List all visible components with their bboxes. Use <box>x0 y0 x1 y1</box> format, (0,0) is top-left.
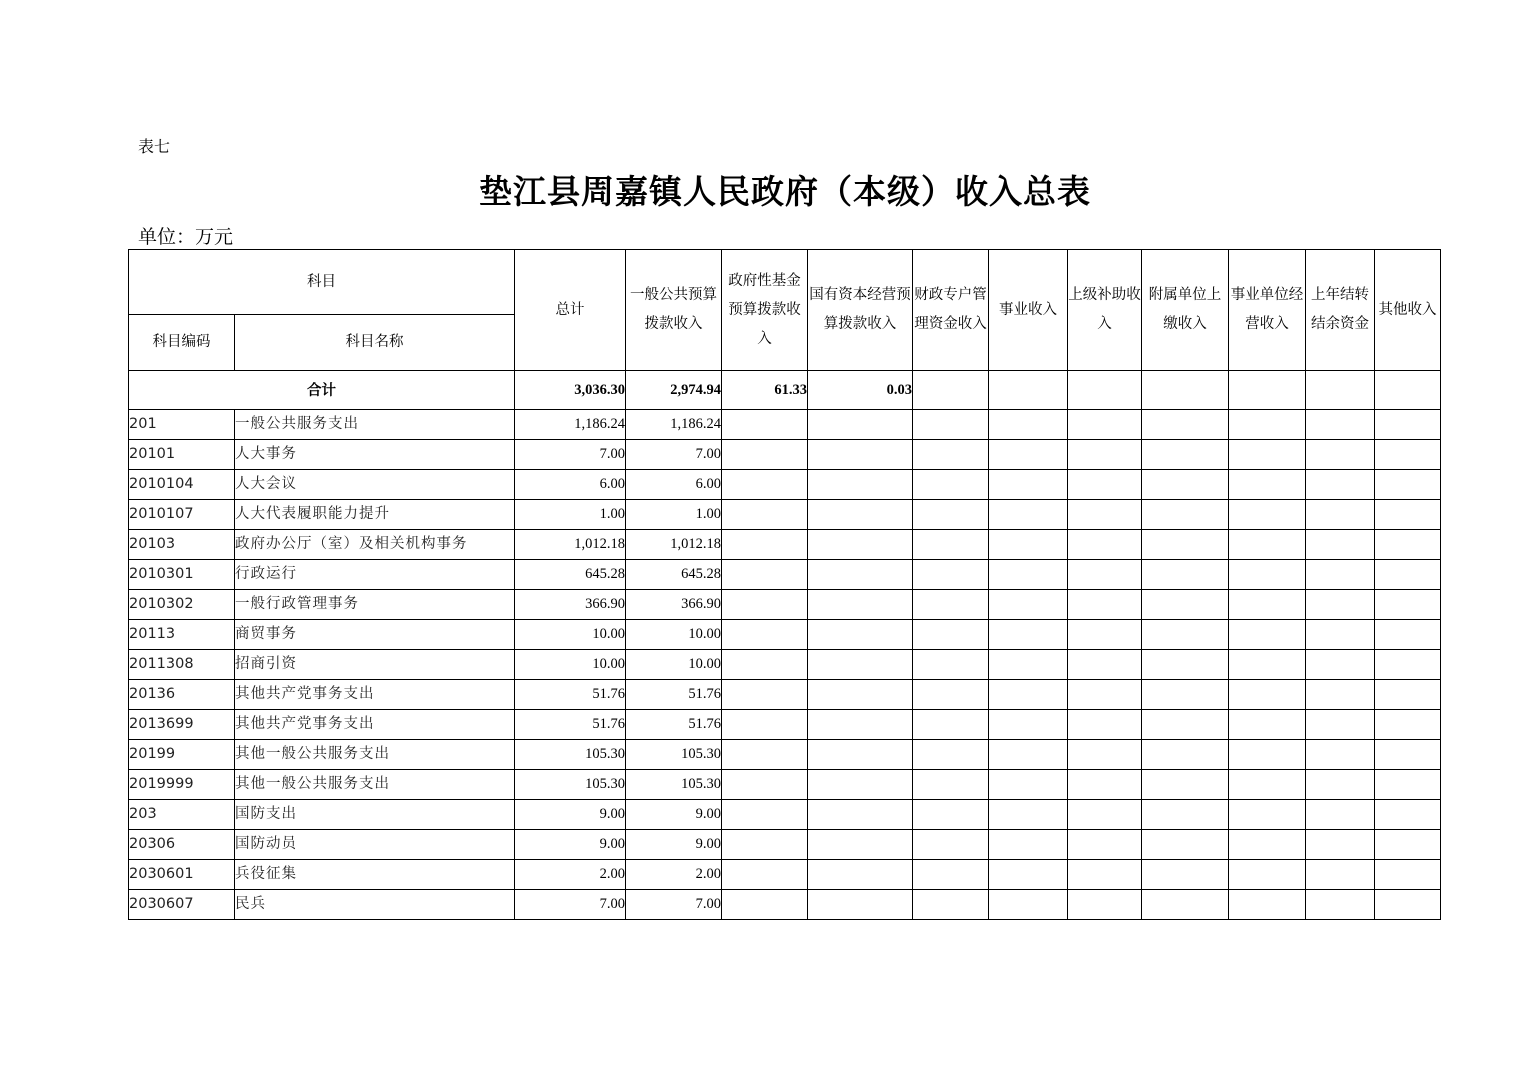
empty-cell <box>808 440 913 470</box>
empty-cell <box>808 890 913 920</box>
empty-cell <box>1068 830 1142 860</box>
empty-cell <box>1306 860 1375 890</box>
empty-cell <box>913 470 989 500</box>
empty-cell <box>1142 371 1229 410</box>
empty-cell <box>722 590 808 620</box>
row-code: 2010302 <box>129 590 235 620</box>
empty-cell <box>1229 830 1306 860</box>
empty-cell <box>989 440 1068 470</box>
empty-cell <box>913 740 989 770</box>
empty-cell <box>913 371 989 410</box>
total-row <box>129 371 1441 410</box>
table-row <box>129 830 1441 860</box>
table-row <box>129 770 1441 800</box>
table-row <box>129 560 1441 590</box>
empty-cell <box>808 530 913 560</box>
empty-cell <box>1375 650 1441 680</box>
empty-cell <box>808 470 913 500</box>
empty-cell <box>1375 740 1441 770</box>
row-total: 1.00 <box>515 500 626 530</box>
row-code: 2030607 <box>129 890 235 920</box>
empty-cell <box>1375 470 1441 500</box>
empty-cell <box>1375 410 1441 440</box>
row-general-budget: 366.90 <box>626 590 722 620</box>
row-name: 其他共产党事务支出 <box>235 680 515 710</box>
empty-cell <box>1375 620 1441 650</box>
empty-cell <box>808 710 913 740</box>
empty-cell <box>989 470 1068 500</box>
empty-cell <box>1142 470 1229 500</box>
empty-cell <box>722 440 808 470</box>
empty-cell <box>1142 590 1229 620</box>
empty-cell <box>989 590 1068 620</box>
row-code: 2030601 <box>129 860 235 890</box>
empty-cell <box>1068 560 1142 590</box>
empty-cell <box>1068 500 1142 530</box>
empty-cell <box>1142 440 1229 470</box>
row-general-budget: 1,186.24 <box>626 410 722 440</box>
empty-cell <box>722 830 808 860</box>
row-general-budget: 9.00 <box>626 830 722 860</box>
row-name: 政府办公厅（室）及相关机构事务 <box>235 530 515 560</box>
row-total: 1,186.24 <box>515 410 626 440</box>
empty-cell <box>989 371 1068 410</box>
total-state-capital: 0.03 <box>808 371 913 410</box>
header-operating: 事业单位经营收入 <box>1229 250 1306 371</box>
row-name: 商贸事务 <box>235 620 515 650</box>
empty-cell <box>1142 620 1229 650</box>
empty-cell <box>1306 560 1375 590</box>
row-code: 20101 <box>129 440 235 470</box>
empty-cell <box>913 800 989 830</box>
empty-cell <box>1068 470 1142 500</box>
header-fiscal-special: 财政专户管理资金收入 <box>913 250 989 371</box>
empty-cell <box>989 860 1068 890</box>
row-total: 7.00 <box>515 440 626 470</box>
row-code: 20199 <box>129 740 235 770</box>
table-row <box>129 800 1441 830</box>
table-row <box>129 470 1441 500</box>
empty-cell <box>808 770 913 800</box>
empty-cell <box>1142 410 1229 440</box>
empty-cell <box>1306 650 1375 680</box>
row-name: 招商引资 <box>235 650 515 680</box>
empty-cell <box>1229 590 1306 620</box>
row-general-budget: 7.00 <box>626 890 722 920</box>
empty-cell <box>989 410 1068 440</box>
row-code: 2010104 <box>129 470 235 500</box>
empty-cell <box>989 830 1068 860</box>
row-name: 一般公共服务支出 <box>235 410 515 440</box>
empty-cell <box>1068 800 1142 830</box>
row-general-budget: 51.76 <box>626 710 722 740</box>
row-total: 7.00 <box>515 890 626 920</box>
empty-cell <box>1375 440 1441 470</box>
row-general-budget: 1.00 <box>626 500 722 530</box>
empty-cell <box>1142 740 1229 770</box>
empty-cell <box>913 860 989 890</box>
empty-cell <box>989 770 1068 800</box>
row-total: 105.30 <box>515 770 626 800</box>
empty-cell <box>722 800 808 830</box>
table-row <box>129 530 1441 560</box>
table-row <box>129 590 1441 620</box>
row-general-budget: 10.00 <box>626 650 722 680</box>
empty-cell <box>1375 590 1441 620</box>
row-general-budget: 105.30 <box>626 740 722 770</box>
empty-cell <box>989 680 1068 710</box>
header-state-capital: 国有资本经营预算拨款收入 <box>808 250 913 371</box>
empty-cell <box>1229 560 1306 590</box>
empty-cell <box>1306 770 1375 800</box>
table-row <box>129 620 1441 650</box>
total-general-budget: 2,974.94 <box>626 371 722 410</box>
table-number: 表七 <box>138 137 171 156</box>
row-name: 一般行政管理事务 <box>235 590 515 620</box>
empty-cell <box>722 410 808 440</box>
row-name: 民兵 <box>235 890 515 920</box>
empty-cell <box>722 890 808 920</box>
empty-cell <box>913 410 989 440</box>
row-total: 366.90 <box>515 590 626 620</box>
table-row <box>129 890 1441 920</box>
empty-cell <box>808 410 913 440</box>
header-gov-fund: 政府性基金预算拨款收入 <box>722 250 808 371</box>
empty-cell <box>989 560 1068 590</box>
empty-cell <box>1306 740 1375 770</box>
row-total: 51.76 <box>515 710 626 740</box>
empty-cell <box>913 680 989 710</box>
empty-cell <box>913 890 989 920</box>
empty-cell <box>722 740 808 770</box>
empty-cell <box>913 650 989 680</box>
empty-cell <box>1375 890 1441 920</box>
empty-cell <box>1306 680 1375 710</box>
empty-cell <box>1229 440 1306 470</box>
row-general-budget: 105.30 <box>626 770 722 800</box>
row-general-budget: 51.76 <box>626 680 722 710</box>
row-total: 645.28 <box>515 560 626 590</box>
empty-cell <box>1306 470 1375 500</box>
row-code: 201 <box>129 410 235 440</box>
empty-cell <box>989 530 1068 560</box>
empty-cell <box>1068 371 1142 410</box>
empty-cell <box>1229 890 1306 920</box>
empty-cell <box>808 560 913 590</box>
empty-cell <box>1229 710 1306 740</box>
empty-cell <box>722 650 808 680</box>
empty-cell <box>1142 710 1229 740</box>
row-code: 2019999 <box>129 770 235 800</box>
empty-cell <box>913 440 989 470</box>
revenue-table <box>128 249 1441 920</box>
row-general-budget: 7.00 <box>626 440 722 470</box>
row-total: 1,012.18 <box>515 530 626 560</box>
empty-cell <box>1142 860 1229 890</box>
empty-cell <box>1306 890 1375 920</box>
empty-cell <box>1229 371 1306 410</box>
empty-cell <box>989 500 1068 530</box>
row-code: 20113 <box>129 620 235 650</box>
empty-cell <box>722 770 808 800</box>
empty-cell <box>1306 530 1375 560</box>
empty-cell <box>1375 530 1441 560</box>
row-name: 其他共产党事务支出 <box>235 710 515 740</box>
empty-cell <box>1142 830 1229 860</box>
empty-cell <box>1306 620 1375 650</box>
empty-cell <box>1306 590 1375 620</box>
empty-cell <box>1375 800 1441 830</box>
empty-cell <box>1068 530 1142 560</box>
empty-cell <box>1229 680 1306 710</box>
empty-cell <box>1229 410 1306 440</box>
table-row <box>129 440 1441 470</box>
empty-cell <box>1068 590 1142 620</box>
row-code: 2011308 <box>129 650 235 680</box>
empty-cell <box>913 590 989 620</box>
empty-cell <box>913 530 989 560</box>
empty-cell <box>1229 620 1306 650</box>
empty-cell <box>1142 650 1229 680</box>
table-row <box>129 680 1441 710</box>
row-name: 国防支出 <box>235 800 515 830</box>
empty-cell <box>1229 470 1306 500</box>
row-total: 9.00 <box>515 800 626 830</box>
empty-cell <box>1306 410 1375 440</box>
empty-cell <box>1229 530 1306 560</box>
empty-cell <box>989 890 1068 920</box>
empty-cell <box>1306 710 1375 740</box>
header-affiliated: 附属单位上缴收入 <box>1142 250 1229 371</box>
row-general-budget: 2.00 <box>626 860 722 890</box>
empty-cell <box>1375 560 1441 590</box>
row-name: 行政运行 <box>235 560 515 590</box>
table-row <box>129 710 1441 740</box>
row-name: 其他一般公共服务支出 <box>235 770 515 800</box>
empty-cell <box>808 500 913 530</box>
row-name: 人大代表履职能力提升 <box>235 500 515 530</box>
empty-cell <box>722 710 808 740</box>
empty-cell <box>1375 500 1441 530</box>
empty-cell <box>1375 710 1441 740</box>
empty-cell <box>1229 740 1306 770</box>
empty-cell <box>1306 371 1375 410</box>
empty-cell <box>722 620 808 650</box>
empty-cell <box>1142 560 1229 590</box>
header-other: 其他收入 <box>1375 250 1441 371</box>
row-total: 6.00 <box>515 470 626 500</box>
empty-cell <box>1068 710 1142 740</box>
empty-cell <box>1068 410 1142 440</box>
empty-cell <box>1306 830 1375 860</box>
empty-cell <box>1068 740 1142 770</box>
header-general-budget: 一般公共预算拨款收入 <box>626 250 722 371</box>
empty-cell <box>1375 830 1441 860</box>
empty-cell <box>722 560 808 590</box>
total-label: 合计 <box>129 371 515 410</box>
empty-cell <box>989 800 1068 830</box>
empty-cell <box>808 650 913 680</box>
empty-cell <box>808 620 913 650</box>
empty-cell <box>1142 680 1229 710</box>
row-name: 人大事务 <box>235 440 515 470</box>
row-name: 其他一般公共服务支出 <box>235 740 515 770</box>
empty-cell <box>913 830 989 860</box>
row-general-budget: 9.00 <box>626 800 722 830</box>
document-title: 垫江县周嘉镇人民政府（本级）收入总表 <box>479 172 1091 211</box>
table-row <box>129 740 1441 770</box>
empty-cell <box>1142 500 1229 530</box>
empty-cell <box>1375 680 1441 710</box>
empty-cell <box>1306 440 1375 470</box>
empty-cell <box>808 860 913 890</box>
empty-cell <box>1229 500 1306 530</box>
row-name: 人大会议 <box>235 470 515 500</box>
empty-cell <box>808 800 913 830</box>
row-total: 10.00 <box>515 620 626 650</box>
header-name: 科目名称 <box>235 315 515 371</box>
empty-cell <box>1142 530 1229 560</box>
total-gov-fund: 61.33 <box>722 371 808 410</box>
empty-cell <box>913 770 989 800</box>
empty-cell <box>722 530 808 560</box>
empty-cell <box>1142 770 1229 800</box>
row-total: 105.30 <box>515 740 626 770</box>
row-code: 20103 <box>129 530 235 560</box>
header-subject: 科目 <box>129 250 515 315</box>
row-code: 20306 <box>129 830 235 860</box>
row-name: 国防动员 <box>235 830 515 860</box>
row-total: 51.76 <box>515 680 626 710</box>
empty-cell <box>1068 650 1142 680</box>
row-name: 兵役征集 <box>235 860 515 890</box>
row-general-budget: 1,012.18 <box>626 530 722 560</box>
empty-cell <box>989 620 1068 650</box>
empty-cell <box>1068 680 1142 710</box>
row-total: 2.00 <box>515 860 626 890</box>
header-carryover: 上年结转结余资金 <box>1306 250 1375 371</box>
row-total: 9.00 <box>515 830 626 860</box>
empty-cell <box>913 710 989 740</box>
empty-cell <box>1306 500 1375 530</box>
empty-cell <box>1375 770 1441 800</box>
empty-cell <box>989 650 1068 680</box>
header-code: 科目编码 <box>129 315 235 371</box>
row-code: 203 <box>129 800 235 830</box>
empty-cell <box>1068 440 1142 470</box>
empty-cell <box>1142 890 1229 920</box>
unit-label: 单位：万元 <box>138 226 234 248</box>
empty-cell <box>722 860 808 890</box>
row-code: 20136 <box>129 680 235 710</box>
empty-cell <box>1229 800 1306 830</box>
empty-cell <box>1142 800 1229 830</box>
empty-cell <box>1306 800 1375 830</box>
empty-cell <box>1068 860 1142 890</box>
row-general-budget: 6.00 <box>626 470 722 500</box>
empty-cell <box>1068 770 1142 800</box>
row-code: 2013699 <box>129 710 235 740</box>
empty-cell <box>1375 371 1441 410</box>
table-row <box>129 650 1441 680</box>
header-superior-subsidy: 上级补助收入 <box>1068 250 1142 371</box>
row-code: 2010301 <box>129 560 235 590</box>
empty-cell <box>808 590 913 620</box>
empty-cell <box>1068 890 1142 920</box>
empty-cell <box>1229 860 1306 890</box>
empty-cell <box>1375 860 1441 890</box>
empty-cell <box>989 740 1068 770</box>
table-row <box>129 410 1441 440</box>
table-row <box>129 860 1441 890</box>
empty-cell <box>722 500 808 530</box>
empty-cell <box>1229 770 1306 800</box>
empty-cell <box>808 830 913 860</box>
empty-cell <box>913 560 989 590</box>
empty-cell <box>989 710 1068 740</box>
row-code: 2010107 <box>129 500 235 530</box>
empty-cell <box>1229 650 1306 680</box>
header-business: 事业收入 <box>989 250 1068 371</box>
total-value: 3,036.30 <box>515 371 626 410</box>
empty-cell <box>913 500 989 530</box>
empty-cell <box>913 620 989 650</box>
row-general-budget: 10.00 <box>626 620 722 650</box>
empty-cell <box>808 680 913 710</box>
empty-cell <box>1068 620 1142 650</box>
table-row <box>129 500 1441 530</box>
empty-cell <box>722 680 808 710</box>
row-total: 10.00 <box>515 650 626 680</box>
empty-cell <box>808 740 913 770</box>
empty-cell <box>722 470 808 500</box>
row-general-budget: 645.28 <box>626 560 722 590</box>
header-total: 总计 <box>515 250 626 371</box>
